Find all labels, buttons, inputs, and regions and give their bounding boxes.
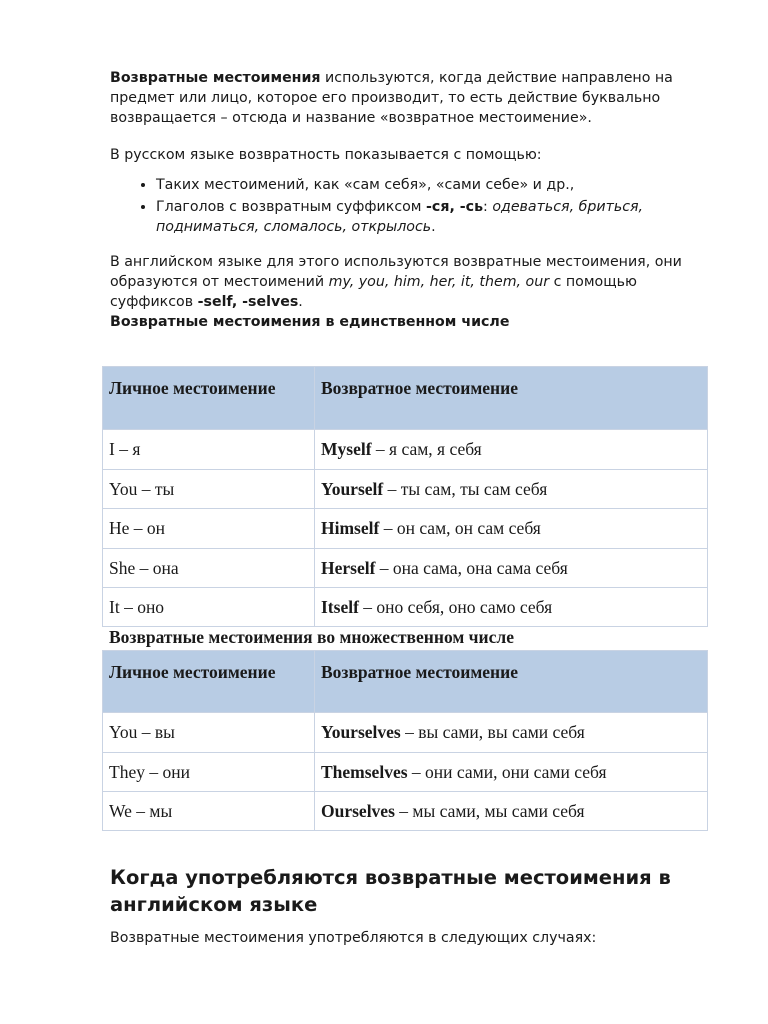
reflexive-translation: – они сами, они сами себя [407,761,607,782]
reflexive-translation: – я сам, я себя [371,439,482,459]
reflexive-translation: – ты сам, ты сам себя [383,478,548,499]
cell-reflexive [315,549,708,588]
reflexive-word: Itself [321,596,359,617]
usage-line: Возвратные местоимения употребляются в следующих случаях: [110,930,597,946]
table-header-row [103,651,708,713]
header-personal: Личное местоимение [103,367,315,430]
table-row [103,509,708,549]
cell-personal: You – ты [103,470,315,509]
bullet-2-suffix: -ся, -сь [426,199,484,215]
bullet-2-end: . [431,219,436,235]
reflexive-translation: – она сама, она сама себя [375,557,568,578]
cell-personal: I – я [103,430,315,470]
reflexive-word: Ourselves [321,800,395,821]
table-row [103,549,708,588]
bullet-2-colon: : [483,199,493,215]
bullet-2-examples: одеваться, бриться, подниматься, сломалось, открылось [156,199,644,235]
bullet-list [110,175,710,237]
reflexive-translation: – вы сами, вы сами себя [400,722,585,742]
cell-reflexive [315,588,708,627]
table-row [103,430,708,470]
english-pronoun-list: my, you, him, her, it, them, our [328,274,550,290]
header-personal: Личное местоимение [103,651,315,713]
reflexive-translation: – мы сами, мы сами себя [394,800,585,821]
header-reflexive: Возвратное местоимение [315,651,708,713]
reflexive-word: Myself [321,439,372,459]
english-suffixes: -self, -selves [197,294,299,310]
singular-heading: Возвратные местоимения в единственном числе [110,314,510,330]
table-header-row [103,367,708,430]
english-paragraph [110,252,710,312]
plural-table [102,650,708,831]
cell-personal: It – оно [103,588,315,627]
reflexive-word: Yourself [321,478,384,499]
bullet-1-text: Таких местоимений, как «сам себя», «сами себе» и др., [156,177,575,193]
table-row [103,753,708,792]
table-row [103,792,708,831]
cell-reflexive [315,509,708,549]
bullet-2-text: Глаголов с возвратным суффиксом [156,199,427,215]
english-text-mid: с помощью суффиксов [110,274,637,310]
cell-personal: We – мы [103,792,315,831]
cell-personal: You – вы [103,713,315,753]
table-row [103,588,708,627]
cell-personal: They – они [103,753,315,792]
cell-personal: She – она [103,549,315,588]
bullet-item-pronouns [156,175,710,195]
intro-paragraph [110,68,710,128]
header-reflexive: Возвратное местоимение [315,367,708,430]
cell-reflexive [315,713,708,753]
english-text-end: . [298,294,303,310]
cell-reflexive [315,430,708,470]
singular-table [102,366,708,627]
english-text-pre: В английском языке для этого используются возвратные местоимения, они образуются от местоимений [110,254,682,290]
intro-text: используются, когда действие направлено на предмет или лицо, которое его производит, то есть действие буквально возвращается – отсюда и название «возвратное местоимение». [110,70,673,126]
cell-reflexive [315,753,708,792]
bullet-item-verbs [156,197,710,237]
plural-heading: Возвратные местоимения во множественном числе [109,627,514,647]
reflexive-word: Herself [321,557,376,578]
russian-reflexivity-line: В русском языке возвратность показывается с помощью: [110,147,542,163]
usage-heading: Когда употребляются возвратные местоимения в английском языке [110,866,671,916]
reflexive-word: Yourselves [321,722,401,742]
document-body [110,68,710,332]
intro-bold: Возвратные местоимения [110,70,321,86]
cell-reflexive [315,792,708,831]
reflexive-word: Himself [321,518,380,538]
reflexive-translation: – оно себя, оно само себя [358,596,553,617]
reflexive-translation: – он сам, он сам себя [379,518,541,538]
table-row [103,713,708,753]
reflexive-word: Themselves [321,761,408,782]
table-row [103,470,708,509]
cell-personal: He – он [103,509,315,549]
cell-reflexive [315,470,708,509]
